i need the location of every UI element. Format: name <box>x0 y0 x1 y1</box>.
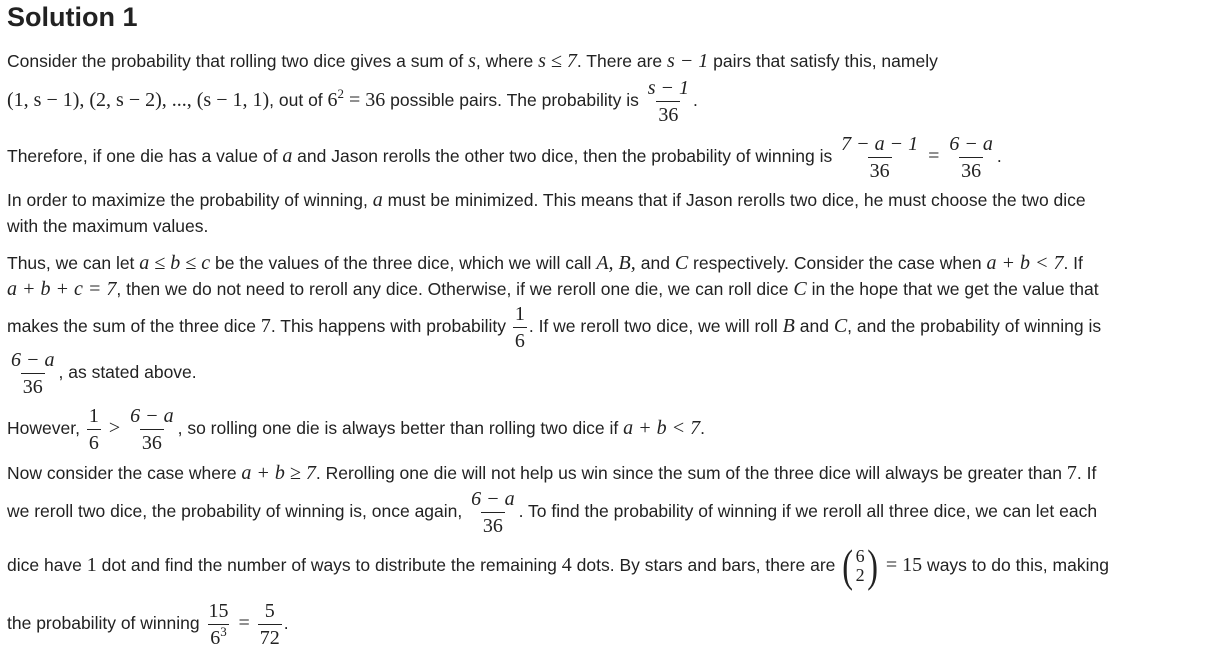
math-C: C <box>793 278 807 300</box>
paragraph-2 <box>7 128 1002 184</box>
math-4: 4 <box>561 554 572 576</box>
text: , then we do not need to reroll any dice. Otherwise, if we reroll one die, we can roll dice <box>116 279 794 299</box>
text: , out of <box>269 90 328 110</box>
text: Now consider the case where <box>7 463 242 483</box>
math-a: a <box>282 145 293 167</box>
text: However, <box>7 418 85 438</box>
text: possible pairs. The probability is <box>385 90 644 110</box>
text: dice have <box>7 555 87 575</box>
math-s-le-7: s ≤ 7 <box>538 50 577 72</box>
text: . If <box>1063 253 1083 273</box>
text: , where <box>475 51 539 71</box>
fraction-6-a-over-36: $\frac{6 - a}{36}$ <box>130 404 174 454</box>
math-7: 7 <box>260 315 271 337</box>
math-C: C <box>833 315 848 337</box>
math-pairs-list: (1, s − 1), (2, s − 2), ..., (s − 1, 1) <box>7 89 270 111</box>
paragraph-6-line-1 <box>7 462 1096 484</box>
text: . There are <box>576 51 668 71</box>
fraction-5-over-72: $\frac{5}{72}$ <box>259 599 280 649</box>
math-A-B: A, B, <box>596 252 641 274</box>
text: the probability of winning <box>7 613 205 633</box>
paragraph-3-line-1 <box>7 189 1086 211</box>
text: dots. By stars and bars, there are <box>571 555 841 575</box>
text: Therefore, if one die has a value of <box>7 146 283 166</box>
paragraph-5 <box>7 400 705 456</box>
text: dot and find the number of ways to distribute the remaining <box>96 555 562 575</box>
text: , as stated above. <box>58 362 197 382</box>
text: ways to do this, making <box>922 555 1109 575</box>
text: Consider the probability that rolling two dice gives a sum of <box>7 51 469 71</box>
text: must be minimized. This means that if Jason rerolls two dice, he must choose the two dice <box>382 190 1086 210</box>
math-a: a <box>372 189 383 211</box>
math-B: B <box>782 315 795 337</box>
text: . This happens with probability <box>270 316 511 336</box>
fraction-6-a-over-36: $\frac{6 - a}{36}$ <box>949 132 993 182</box>
text: . <box>700 418 705 438</box>
math-equals-15: = 15 <box>885 554 923 576</box>
math-C: C <box>674 252 689 274</box>
paragraph-4-line-2 <box>7 278 1099 300</box>
text: we reroll two dice, the probability of winning is, once again, <box>7 501 468 521</box>
text: in the hope that we get the value that <box>806 279 1099 299</box>
math-a-plus-b-ge-7: a + b ≥ 7 <box>241 462 316 484</box>
text: makes the sum of the three dice <box>7 316 261 336</box>
math-equals: = <box>238 612 250 634</box>
math-equals: = <box>928 145 940 167</box>
text: , so rolling one die is always better than rolling two dice if <box>177 418 624 438</box>
text: . If we reroll two dice, we will roll <box>528 316 783 336</box>
text: be the values of the three dice, which we will call <box>210 253 597 273</box>
math-1: 1 <box>86 554 97 576</box>
math-a-le-b-le-c: a ≤ b ≤ c <box>139 252 211 274</box>
math-six-squared: $6^2 = 36$ <box>327 86 386 111</box>
text: and <box>640 253 675 273</box>
fraction-6-a-over-36: $\frac{6 - a}{36}$ <box>11 348 55 398</box>
math-7: 7 <box>1066 462 1077 484</box>
paragraph-6-line-4 <box>7 594 289 652</box>
text: pairs that satisfy this, namely <box>708 51 938 71</box>
math-a-plus-b-lt-7: a + b < 7 <box>623 417 701 439</box>
text: . To find the probability of winning if we reroll all three dice, we can let each <box>518 501 1098 521</box>
fraction-s-minus-1-over-36: $\frac{s - 1}{36}$ <box>647 76 690 126</box>
paragraph-6-line-3 <box>7 533 1109 597</box>
math-a-b-c-eq-7: a + b + c = 7 <box>7 278 117 300</box>
text: and Jason rerolls the other two dice, then the probability of winning is <box>292 146 838 166</box>
fraction-15-over-6-cubed: $\frac{15}{6^3}$ <box>208 599 229 649</box>
text: In order to maximize the probability of winning, <box>7 190 373 210</box>
math-a-plus-b-lt-7: a + b < 7 <box>986 252 1064 274</box>
fraction-6-a-over-36: $\frac{6 - a}{36}$ <box>471 487 515 537</box>
paragraph-3-line-2 <box>7 215 208 237</box>
paragraph-1-line-1 <box>7 50 938 72</box>
text: . <box>693 90 698 110</box>
text: . <box>996 146 1002 166</box>
fraction-1-over-6: $\frac{1}{6}$ <box>88 404 99 454</box>
text: with the maximum values. <box>7 216 209 236</box>
text: . If <box>1076 463 1097 483</box>
math-s: s <box>468 50 476 72</box>
text: and <box>794 316 834 336</box>
paragraph-6-line-2 <box>7 483 1097 539</box>
text: , and the probability of winning is <box>847 316 1102 336</box>
fraction-1-over-6: $\frac{1}{6}$ <box>514 302 525 352</box>
paragraph-4-line-4 <box>7 344 197 400</box>
text: respectively. Consider the case when <box>688 253 987 273</box>
paragraph-1-line-2 <box>7 72 698 128</box>
binomial-6-choose-2: ( 6 2 ) <box>842 540 878 592</box>
paragraph-4-line-1 <box>7 252 1083 274</box>
text: . <box>283 613 289 633</box>
text: . Rerolling one die will not help us win since the sum of the three dice will always be greater than <box>315 463 1067 483</box>
fraction-7-a-1-over-36: $\frac{7 - a - 1}{36}$ <box>841 132 919 182</box>
solution-heading: Solution 1 <box>7 2 138 32</box>
math-s-minus-1: s − 1 <box>667 50 709 72</box>
text: Thus, we can let <box>7 253 140 273</box>
math-greater-than: > <box>108 417 121 439</box>
